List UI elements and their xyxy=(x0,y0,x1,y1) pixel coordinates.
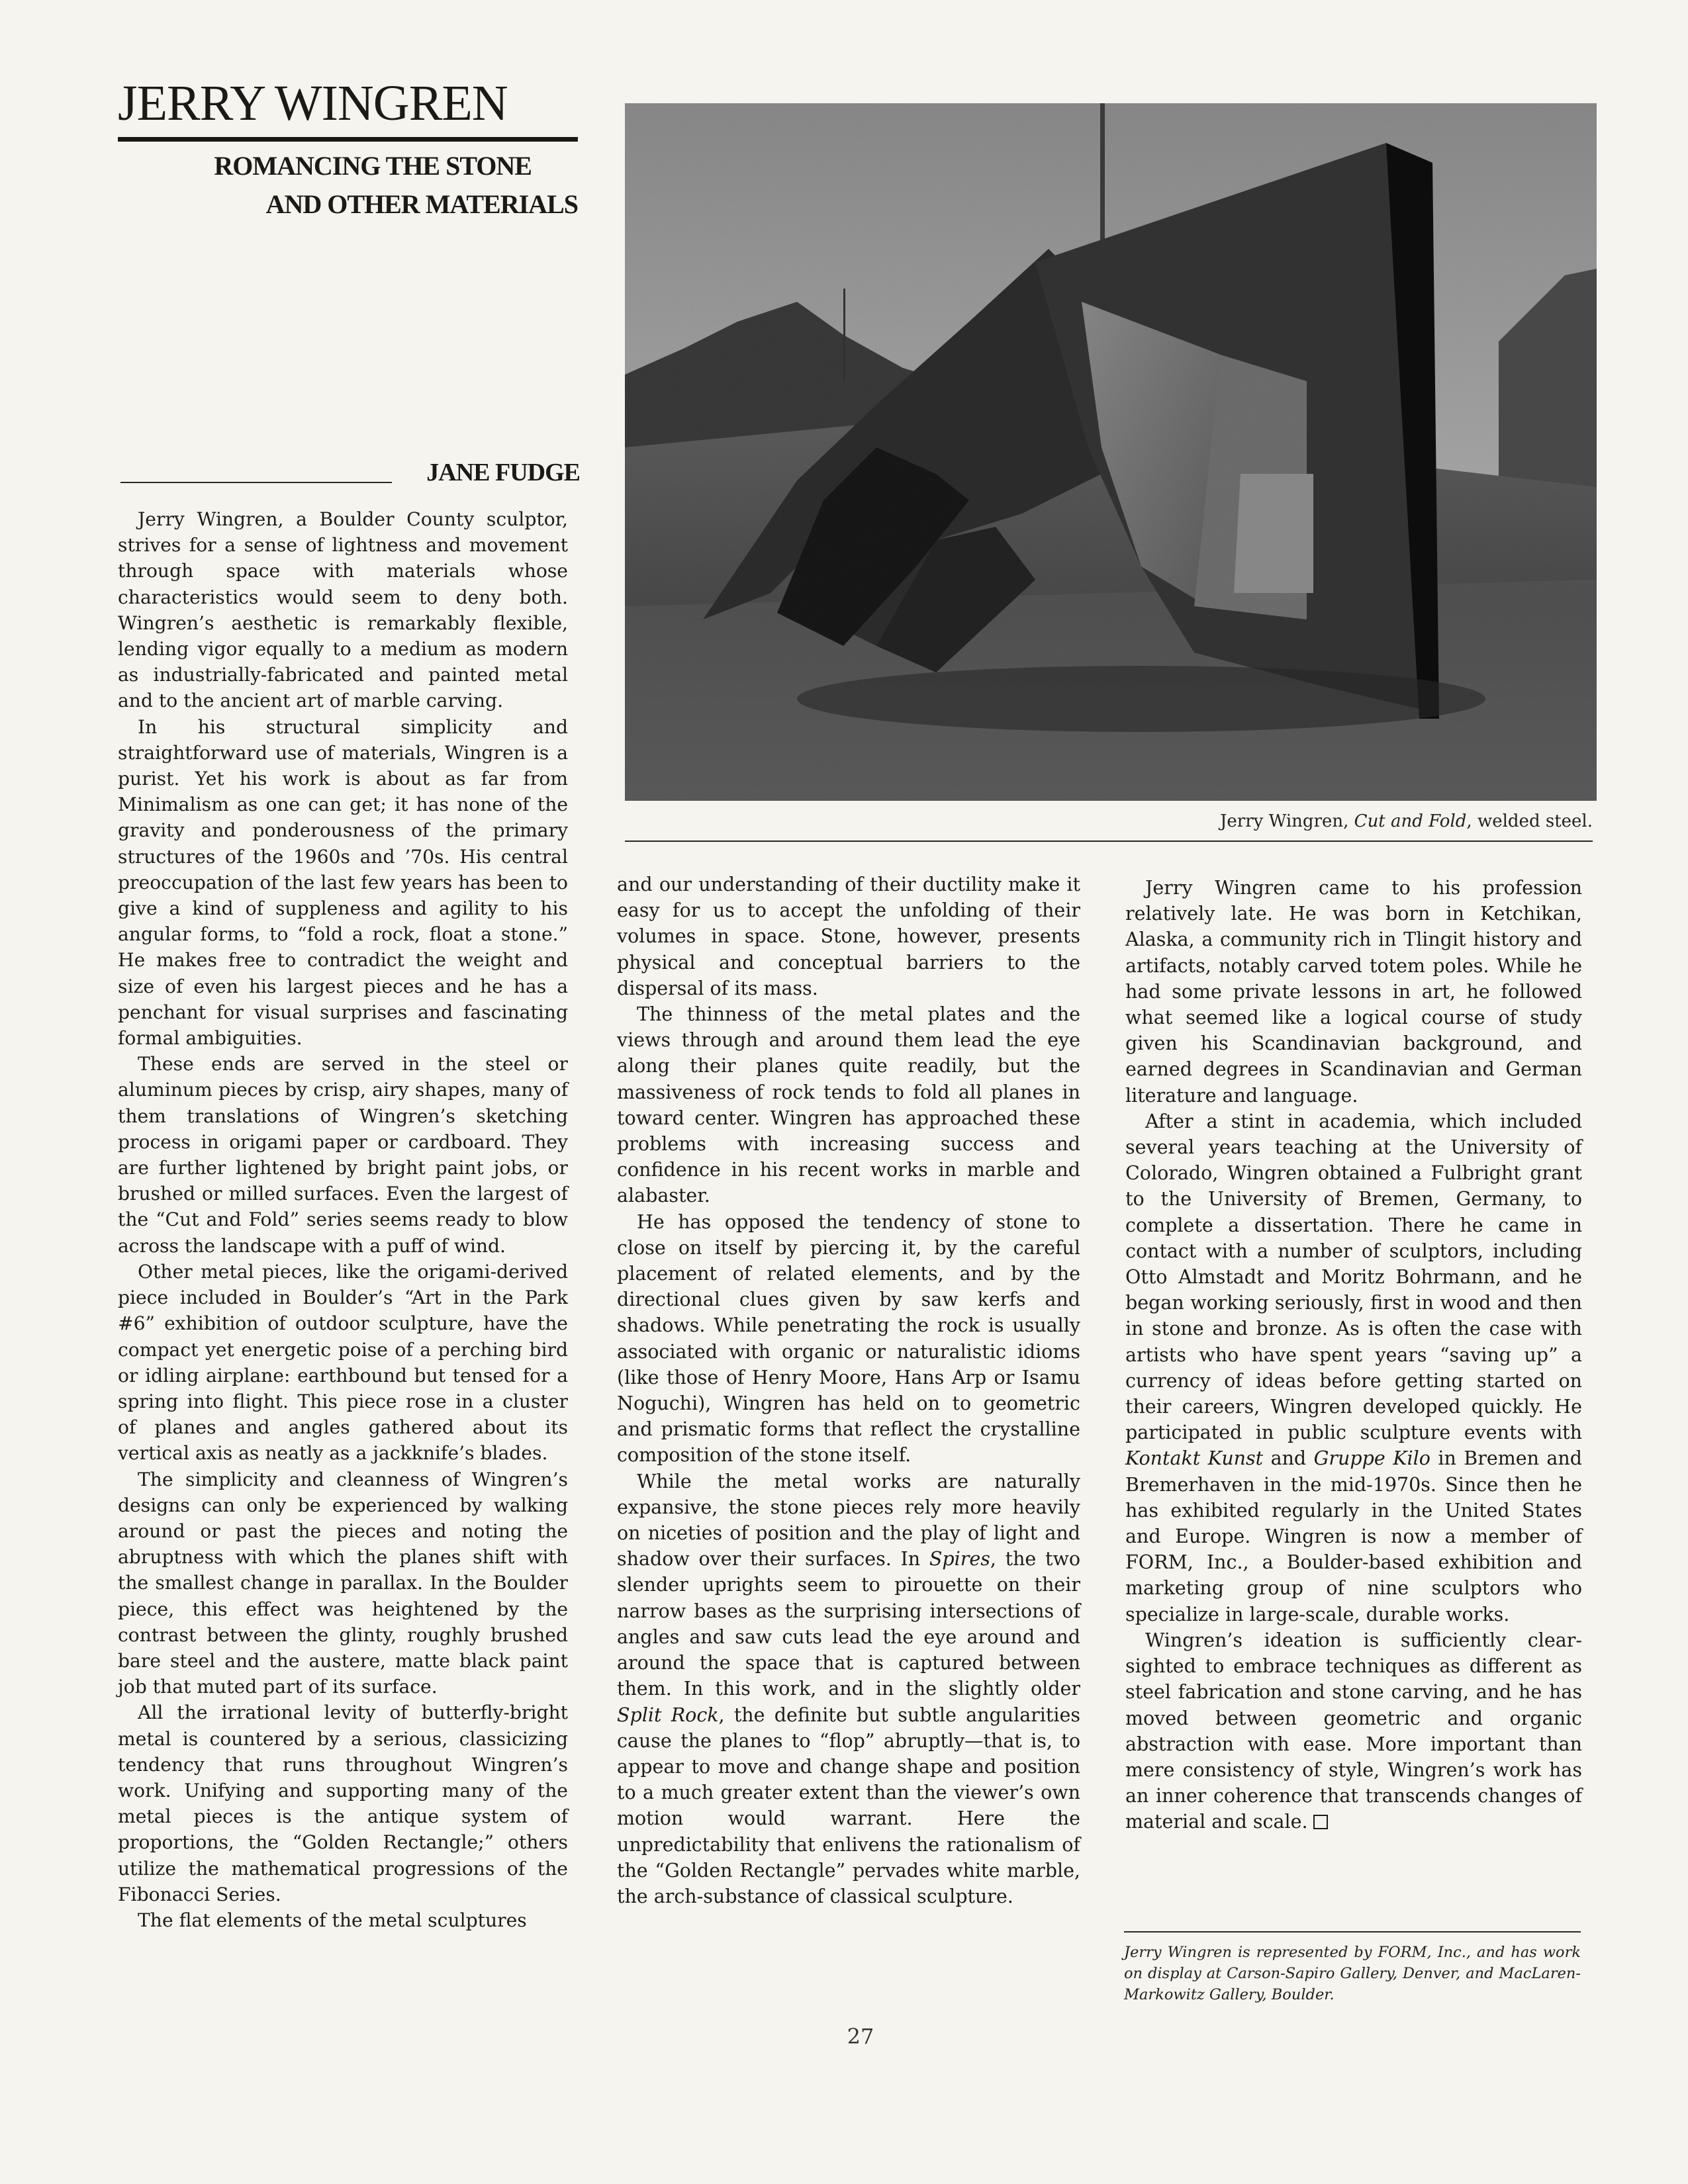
paragraph: The thinness of the metal plates and the views through and around them lead the eye along their planes quite readily, but the massiveness of rock tends to fold all planes in toward center. Wingren has approached these problems with increasing success and confidence in his recent works in marble and alabaster. xyxy=(617,1003,1080,1207)
text-run: , the definite but subtle angularities cause the planes to “flop” abruptly—that is, to appear to move and change shape and position to a much greater extent than the viewer’s own motion would warrant. Here the unpredictability that enlivens the rationalism of the “Golden Rectangle” pervades white marble, the arch-substance of classical sculpture. xyxy=(617,1704,1080,1907)
sculpture-photo xyxy=(625,103,1597,801)
footnote-rule xyxy=(1124,1931,1581,1933)
text-run: While the metal works are naturally expansive, the stone pieces rely more heavily on niceties of position and the play of light and shadow over their surfaces. In xyxy=(617,1470,1080,1570)
text-run: After a stint in academia, which included several years teaching at the University of Colorado, Wingren obtained a Fulbright grant to the University of Bremen, Germany, to complete a dissertation. There he came in contact with a number of sculptors, including Otto Almstadt and Moritz Bohrmann, and he began working seriously, first in wood and then in stone and bronze. As is often the case with artists who have spent years “saving up” a currency of ideas before getting started on their careers, Wingren developed quickly. He participated in public sculpture events with xyxy=(1125,1110,1582,1444)
paragraph: Jerry Wingren came to his profession relatively late. He was born in Ketchikan, Alaska, a community rich in Tlingit history and artifacts, notably carved totem poles. While he had some private lessons in art, he followed what seemed like a logical course of study given his Scandinavian background, and earned degrees in Scandinavian and German literature and language. xyxy=(1125,877,1582,1107)
article-column-2 xyxy=(617,872,1080,1909)
author-byline: JANE FUDGE xyxy=(426,459,580,486)
article-subtitle xyxy=(118,147,578,224)
text-run: in Bremen and Bremerhaven in the mid-1970s. Since then he has exhibited regularly in the United States and Europe. Wingren is now a member of FORM, Inc., a Boulder-based exhibition and marketing group of nine sculptors who specialize in large-scale, durable works. xyxy=(1125,1447,1583,1625)
paragraph: Jerry Wingren, a Boulder County sculptor, strives for a sense of lightness and movement through space with materials whose characteristics would seem to deny both. Wingren’s aesthetic is remarkably flexible, lending vigor equally to a medium as modern as industrially-fabricated and painted metal and to the ancient art of marble carving. xyxy=(118,508,568,712)
sculpture-photo-image xyxy=(625,103,1597,801)
work-title-split-rock: Split Rock xyxy=(617,1704,719,1726)
paragraph xyxy=(617,1469,1080,1909)
artist-footnote: Jerry Wingren is represented by FORM, Inc., and has work on display at Carson-Sapiro Gallery, Denver, and MacLaren-Markowitz Gallery, Boulder. xyxy=(1124,1944,1581,2003)
paragraph xyxy=(1125,1627,1582,1835)
caption-artist: Jerry Wingren, xyxy=(1219,811,1354,831)
event-name-kontakt-kunst: Kontakt Kunst xyxy=(1125,1447,1264,1470)
paragraph: The flat elements of the metal sculptures xyxy=(138,1909,527,1931)
article-column-3 xyxy=(1125,875,1582,1835)
photo-caption xyxy=(625,811,1593,831)
text-run: , the two slender uprights seem to pirouette on their narrow bases as the surprising intersections of angles and saw cuts lead the eye around and around the space that is captured between them. In this work, and in the slightly older xyxy=(617,1548,1081,1700)
paragraph xyxy=(1125,1109,1582,1627)
text-run: and xyxy=(1263,1447,1314,1470)
paragraph: Other metal pieces, like the origami-derived piece included in Boulder’s “Art in the Park #6” exhibition of outdoor sculpture, have the compact yet energetic poise of a perching bird or idling airplane: earthbound but tensed for a spring into flight. This piece rose in a cluster of planes and angles gathered about its vertical axis as neatly as a jackknife’s blades. xyxy=(118,1260,568,1465)
subtitle-line-2: AND OTHER MATERIALS xyxy=(265,189,578,219)
work-title-spires: Spires xyxy=(929,1548,990,1570)
caption-medium: , welded steel. xyxy=(1466,811,1593,831)
paragraph: The simplicity and cleanness of Wingren’s designs can only be experienced by walking around or past the pieces and noting the abruptness with which the planes shift with the smallest change in parallax. In the Boulder piece, this effect was heightened by the contrast between the glinty, roughly brushed bare steel and the austere, matte black paint job that muted part of its surface. xyxy=(118,1468,568,1698)
byline-rule xyxy=(120,482,392,483)
paragraph: In his structural simplicity and straightforward use of materials, Wingren is a purist. Yet his work is about as far from Minimalism as one can get; it has none of the gravity and ponderousness of the primary structures of the 1960s and ’70s. His central preoccupation of the last few years has been to give a kind of suppleness and agility to his angular forms, to “fold a rock, float a stone.” He makes free to contradict the weight and size of even his largest pieces and he has a penchant for visual surprises and fascinating formal ambiguities. xyxy=(118,715,568,1050)
end-of-article-icon xyxy=(1313,1815,1328,1829)
paragraph: He has opposed the tendency of stone to close on itself by piercing it, by the careful placement of related elements, and by the directional clues given by saw kerfs and shadows. While penetrating the rock is usually associated with organic or naturalistic idioms (like those of Henry Moore, Hans Arp or Isamu Noguchi), Wingren has held on to geometric and prismatic forms that reflect the crystalline composition of the stone itself. xyxy=(617,1210,1080,1467)
subtitle-line-1: ROMANCING THE STONE xyxy=(214,151,532,181)
event-name-gruppe-kilo: Gruppe Kilo xyxy=(1313,1447,1430,1470)
page-number: 27 xyxy=(847,2024,874,2049)
caption-work-title: Cut and Fold xyxy=(1354,811,1467,831)
article-column-1 xyxy=(118,506,568,1933)
caption-rule xyxy=(625,841,1593,842)
paragraph: These ends are served in the steel or aluminum pieces by crisp, airy shapes, many of them translations of Wingren’s sketching process in origami paper or cardboard. They are further lightened by bright paint jobs, or brushed or milled surfaces. Even the largest of the “Cut and Fold” series seems ready to blow across the landscape with a puff of wind. xyxy=(118,1053,568,1257)
paragraph: and our understanding of their ductility make it easy for us to accept the unfolding of their volumes in space. Stone, however, presents physical and conceptual barriers to the dispersal of its mass. xyxy=(617,874,1080,999)
paragraph: All the irrational levity of butterfly-bright metal is countered by a serious, classicizing tendency that runs throughout Wingren’s work. Unifying and supporting many of the metal pieces is the antique system of proportions, the “Golden Rectangle;” others utilize the mathematical progressions of the Fibonacci Series. xyxy=(118,1702,568,1905)
text-run: Wingren’s ideation is sufficiently clear-sighted to embrace techniques as different as steel fabrication and stone carving, and he has moved between geometric and organic abstraction with ease. More important than mere consistency of style, Wingren’s work has an inner coherence that transcends changes of material and scale. xyxy=(1125,1629,1582,1833)
article-title: JERRY WINGREN xyxy=(118,75,508,131)
title-underline xyxy=(118,137,578,142)
